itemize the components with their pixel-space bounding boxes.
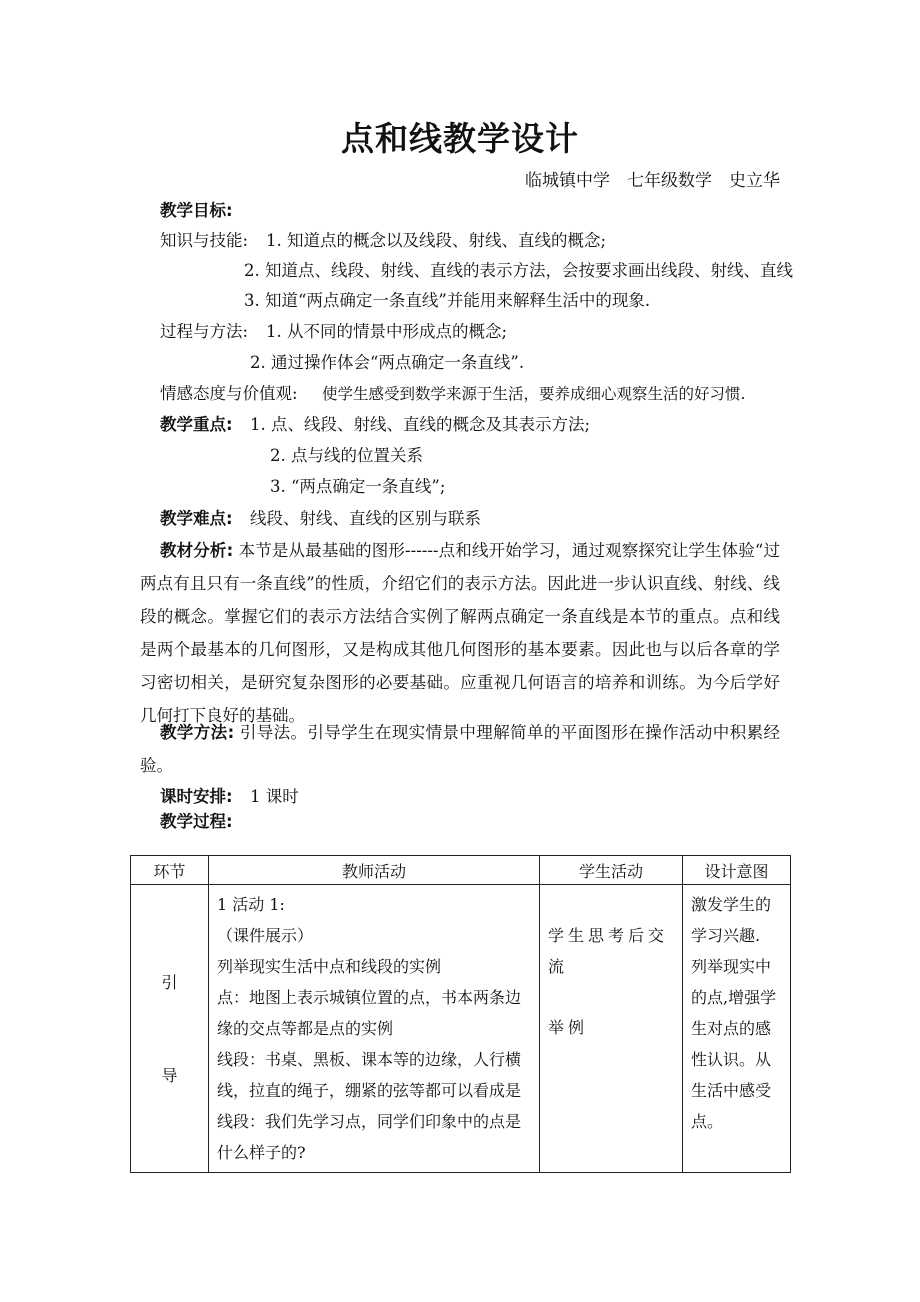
analysis-label: 教材分析: (160, 541, 234, 560)
key-point-3: 3. “两点确定一条直线”; (270, 477, 446, 496)
method-text: 引导法。引导学生在现实情景中理解简单的平面图形在操作活动中积累经验。 (140, 723, 780, 775)
teacher-line: 1 活动 1: (217, 895, 285, 914)
difficulty-text: 线段、射线、直线的区别与联系 (250, 509, 481, 528)
teacher-line: 线段：书桌、黑板、课本等的边缘，人行横线，拉直的绳子，绷紧的弦等都可以看成是线段：我们先学习点，同学们印象中的点是什么样子的? (217, 1050, 522, 1162)
process-item-2: 2. 通过操作体会“两点确定一条直线”. (250, 353, 525, 372)
header-stage: 环节 (131, 856, 209, 885)
knowledge-item-1: 1. 知道点的概念以及线段、射线、直线的概念; (266, 231, 607, 250)
intent-cell (683, 885, 791, 1173)
analysis-text: 本节是从最基础的图形------点和线开始学习，通过观察探究让学生体验“过两点有且只有一条直线”的性质，介绍它们的表示方法。因此进一步认识直线、射线、线段的概念。掌握它们的表示方法结合实例了解两点确定一条直线是本节的重点。点和线是两个最基本的几何图形，又是构成其他几何图形的基本要素。因此也与以后各章的学习密切相关，是研究复杂图形的必要基础。应重视几何语言的培养和训练。为今后学好几何打下良好的基础。 (140, 541, 781, 725)
key-points-label: 教学重点: (160, 415, 233, 434)
process-label: 过程与方法: (160, 322, 249, 341)
teacher-cell (209, 885, 540, 1173)
header-student: 学生活动 (540, 856, 683, 885)
stage-bottom: 导 (161, 1065, 178, 1085)
stage-top: 引 (161, 972, 178, 992)
student-line: 举例 (548, 1018, 589, 1037)
objectives-heading: 教学目标: (160, 201, 233, 220)
analysis-paragraph (140, 534, 780, 732)
method-paragraph (140, 716, 780, 782)
intent-line: 列举现实中的点,增强学生对点的感性认识。从生活中感受点。 (691, 957, 777, 1131)
teacher-line: 点：地图上表示城镇位置的点，书本两条边缘的交点等都是点的实例 (217, 988, 522, 1038)
student-line: 学生思考后交流 (548, 926, 669, 976)
header-intent: 设计意图 (683, 856, 791, 885)
knowledge-item-3: 3. 知道“两点确定一条直线”并能用来解释生活中的现象. (244, 291, 651, 310)
schedule-label: 课时安排: (160, 787, 233, 806)
table-row (131, 885, 791, 1173)
table-header-row (131, 856, 791, 885)
process-heading: 教学过程: (160, 812, 233, 831)
key-point-1: 1. 点、线段、射线、直线的概念及其表示方法; (250, 415, 591, 434)
teacher-line: （课件展示） (217, 926, 314, 945)
schedule-text: 1 课时 (250, 787, 299, 806)
header-teacher: 教师活动 (209, 856, 540, 885)
page-title: 点和线教学设计 (341, 119, 579, 158)
teacher-line: 列举现实生活中点和线段的实例 (217, 957, 442, 976)
knowledge-label: 知识与技能: (160, 231, 249, 250)
emotion-label: 情感态度与价值观: (160, 384, 298, 403)
process-table (130, 855, 791, 1173)
emotion-text: 使学生感受到数学来源于生活，要养成细心观察生活的好习惯. (322, 385, 746, 403)
knowledge-item-2: 2. 知道点、线段、射线、直线的表示方法，会按要求画出线段、射线、直线 (244, 261, 793, 280)
process-item-1: 1. 从不同的情景中形成点的概念; (266, 322, 508, 341)
method-label: 教学方法: (160, 723, 235, 742)
student-cell (540, 885, 683, 1173)
author-line: 临城镇中学 七年级数学 史立华 (525, 171, 780, 191)
intent-line: 激发学生的学习兴趣. (691, 895, 772, 945)
stage-cell (131, 885, 209, 1173)
difficulty-label: 教学难点: (160, 509, 233, 528)
key-point-2: 2. 点与线的位置关系 (270, 446, 423, 465)
